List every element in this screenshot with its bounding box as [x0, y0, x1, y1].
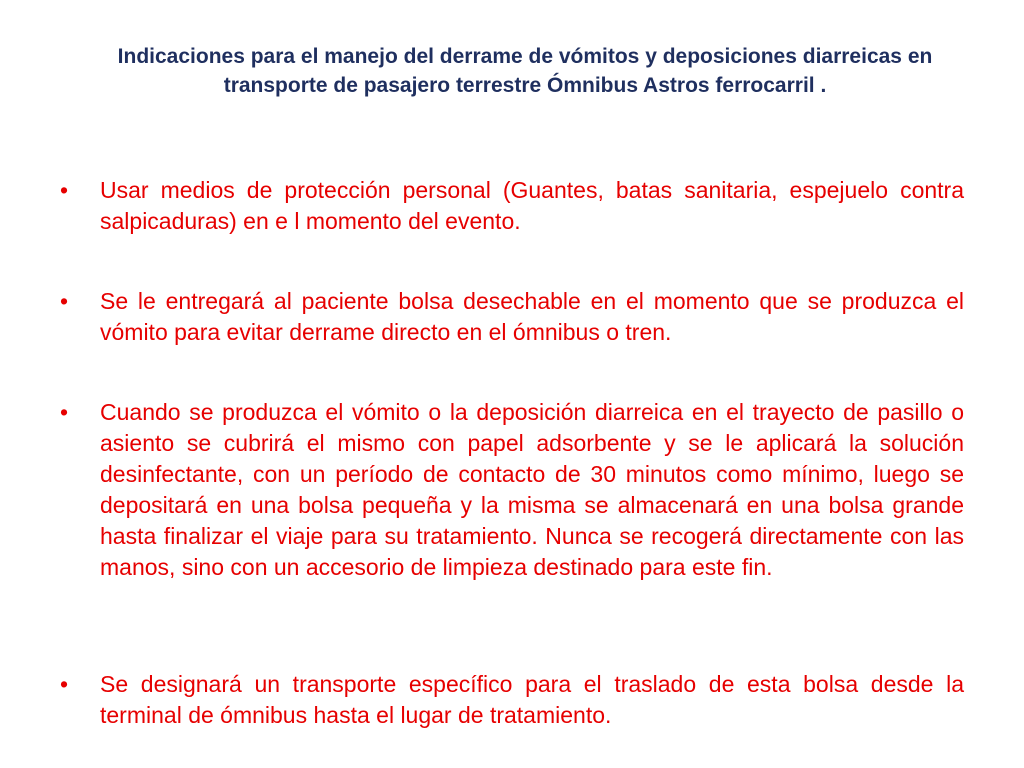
bullet-marker: • [60, 177, 69, 203]
bullet-item-protection [60, 175, 964, 237]
bullet-item-bag [60, 286, 964, 348]
bullet-marker: • [60, 671, 69, 697]
bullet-marker: • [60, 288, 69, 314]
bullet-text: Se le entregará al paciente bolsa desechable en el momento que se produzca el vómito para evitar derrame directo en el ómnibus o tren. [100, 288, 964, 345]
bullet-item-transport [60, 669, 964, 731]
slide-title: Indicaciones para el manejo del derrame de vómitos y deposiciones diarreicas en transporte de pasajero terrestre Ómnibus Astros ferrocarril . [117, 45, 933, 97]
bullet-text: Se designará un transporte específico para el traslado de esta bolsa desde la terminal de ómnibus hasta el lugar de tratamiento. [100, 671, 964, 728]
bullet-item-cleanup [60, 397, 964, 583]
bullet-text: Usar medios de protección personal (Guantes, batas sanitaria, espejuelo contra salpicaduras) en e l momento del evento. [100, 177, 964, 234]
bullet-marker: • [60, 399, 69, 425]
bullet-text: Cuando se produzca el vómito o la deposición diarreica en el trayecto de pasillo o asiento se cubrirá el mismo con papel adsorbente y se le aplicará la solución desinfectante, con un período de contacto de 30 minutos como mínimo, luego se depositará en una bolsa pequeña y la misma se almacenará en una bolsa grande hasta finalizar el viaje para su tratamiento. Nunca se recogerá directamente con las manos, sino con un accesorio de limpieza destinado para este fin. [100, 399, 964, 580]
